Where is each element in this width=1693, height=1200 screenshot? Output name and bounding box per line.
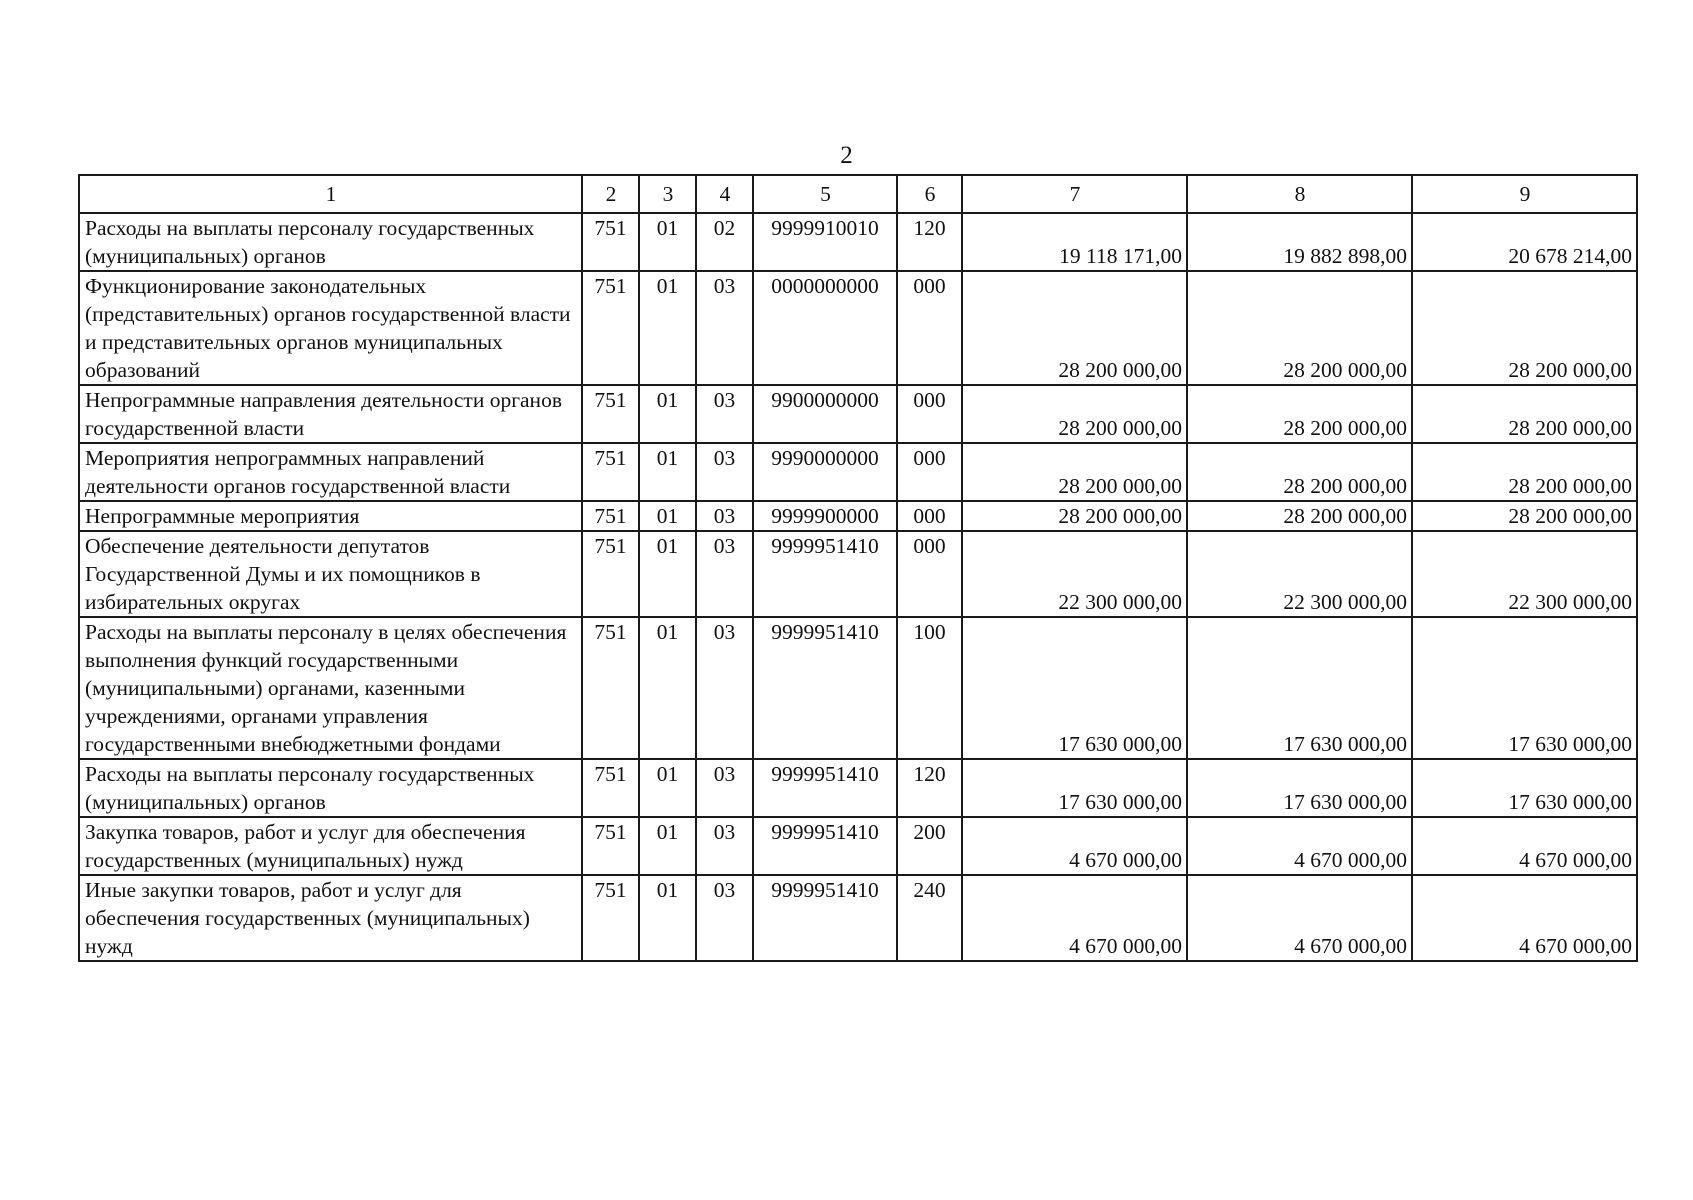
amount-cell: 22 300 000,00 [1187,531,1412,617]
code-cell: 751 [582,817,639,875]
code-cell: 000 [897,501,962,531]
code-cell: 01 [639,617,696,759]
code-cell: 751 [582,875,639,961]
amount-cell: 22 300 000,00 [1412,531,1637,617]
expense-name-cell: Обеспечение деятельности депутатов Государственной Думы и их помощников в избирательных округах [79,531,582,617]
code-cell: 01 [639,759,696,817]
code-cell: 9900000000 [753,385,897,443]
amount-cell: 17 630 000,00 [962,617,1187,759]
expense-name-cell: Непрограммные мероприятия [79,501,582,531]
code-cell: 751 [582,443,639,501]
code-cell: 02 [696,213,753,271]
code-cell: 01 [639,271,696,385]
code-cell: 000 [897,385,962,443]
amount-cell: 28 200 000,00 [1187,385,1412,443]
table-row [79,759,1637,817]
code-cell: 01 [639,213,696,271]
code-cell: 751 [582,213,639,271]
amount-cell: 4 670 000,00 [962,817,1187,875]
amount-cell: 28 200 000,00 [1412,271,1637,385]
table-row [79,875,1637,961]
code-cell: 03 [696,271,753,385]
code-cell: 9999910010 [753,213,897,271]
code-cell: 9999900000 [753,501,897,531]
table-row [79,817,1637,875]
code-cell: 03 [696,617,753,759]
code-cell: 751 [582,501,639,531]
code-cell: 751 [582,617,639,759]
code-cell: 01 [639,875,696,961]
expense-name-cell: Мероприятия непрограммных направлений деятельности органов государственной власти [79,443,582,501]
code-cell: 01 [639,531,696,617]
expense-name-cell: Закупка товаров, работ и услуг для обеспечения государственных (муниципальных) нужд [79,817,582,875]
amount-cell: 28 200 000,00 [1187,271,1412,385]
code-cell: 000 [897,443,962,501]
header-cell: 4 [696,175,753,213]
code-cell: 0000000000 [753,271,897,385]
amount-cell: 4 670 000,00 [1187,875,1412,961]
amount-cell: 4 670 000,00 [962,875,1187,961]
code-cell: 200 [897,817,962,875]
code-cell: 03 [696,501,753,531]
amount-cell: 28 200 000,00 [1412,443,1637,501]
amount-cell: 28 200 000,00 [962,271,1187,385]
code-cell: 9999951410 [753,531,897,617]
code-cell: 01 [639,443,696,501]
amount-cell: 22 300 000,00 [962,531,1187,617]
code-cell: 01 [639,501,696,531]
code-cell: 9999951410 [753,617,897,759]
header-cell: 3 [639,175,696,213]
amount-cell: 4 670 000,00 [1412,875,1637,961]
table-row [79,385,1637,443]
amount-cell: 17 630 000,00 [1412,617,1637,759]
table-row [79,617,1637,759]
code-cell: 03 [696,817,753,875]
code-cell: 03 [696,759,753,817]
amount-cell: 17 630 000,00 [1412,759,1637,817]
code-cell: 9990000000 [753,443,897,501]
table-row [79,501,1637,531]
code-cell: 100 [897,617,962,759]
code-cell: 000 [897,271,962,385]
amount-cell: 17 630 000,00 [962,759,1187,817]
amount-cell: 19 882 898,00 [1187,213,1412,271]
header-cell: 8 [1187,175,1412,213]
header-cell: 7 [962,175,1187,213]
code-cell: 120 [897,759,962,817]
header-cell: 1 [79,175,582,213]
amount-cell: 28 200 000,00 [962,385,1187,443]
table-row [79,531,1637,617]
table-row [79,213,1637,271]
code-cell: 751 [582,271,639,385]
expense-name-cell: Расходы на выплаты персоналу в целях обеспечения выполнения функций государственными (муниципальными) органами, казенными учреждениями, органами управления государственными внебюджетными фондами [79,617,582,759]
page-number: 2 [840,142,853,169]
code-cell: 03 [696,443,753,501]
code-cell: 120 [897,213,962,271]
expense-name-cell: Расходы на выплаты персоналу государственных (муниципальных) органов [79,759,582,817]
table-row [79,443,1637,501]
code-cell: 03 [696,385,753,443]
amount-cell: 28 200 000,00 [1187,443,1412,501]
code-cell: 751 [582,759,639,817]
code-cell: 03 [696,875,753,961]
amount-cell: 4 670 000,00 [1412,817,1637,875]
amount-cell: 20 678 214,00 [1412,213,1637,271]
code-cell: 751 [582,531,639,617]
expense-name-cell: Функционирование законодательных (представительных) органов государственной власти и представительных органов муниципальных образований [79,271,582,385]
header-cell: 2 [582,175,639,213]
amount-cell: 28 200 000,00 [1187,501,1412,531]
code-cell: 01 [639,817,696,875]
budget-table [78,174,1638,962]
table-header-row [79,175,1637,213]
header-cell: 9 [1412,175,1637,213]
amount-cell: 28 200 000,00 [1412,501,1637,531]
code-cell: 751 [582,385,639,443]
amount-cell: 28 200 000,00 [1412,385,1637,443]
code-cell: 03 [696,531,753,617]
header-cell: 5 [753,175,897,213]
code-cell: 9999951410 [753,759,897,817]
code-cell: 9999951410 [753,817,897,875]
amount-cell: 17 630 000,00 [1187,759,1412,817]
amount-cell: 28 200 000,00 [962,443,1187,501]
expense-name-cell: Расходы на выплаты персоналу государственных (муниципальных) органов [79,213,582,271]
amount-cell: 19 118 171,00 [962,213,1187,271]
code-cell: 000 [897,531,962,617]
code-cell: 9999951410 [753,875,897,961]
table-row [79,271,1637,385]
amount-cell: 28 200 000,00 [962,501,1187,531]
expense-name-cell: Иные закупки товаров, работ и услуг для обеспечения государственных (муниципальных) нужд [79,875,582,961]
code-cell: 01 [639,385,696,443]
code-cell: 240 [897,875,962,961]
header-cell: 6 [897,175,962,213]
expense-name-cell: Непрограммные направления деятельности органов государственной власти [79,385,582,443]
amount-cell: 4 670 000,00 [1187,817,1412,875]
amount-cell: 17 630 000,00 [1187,617,1412,759]
